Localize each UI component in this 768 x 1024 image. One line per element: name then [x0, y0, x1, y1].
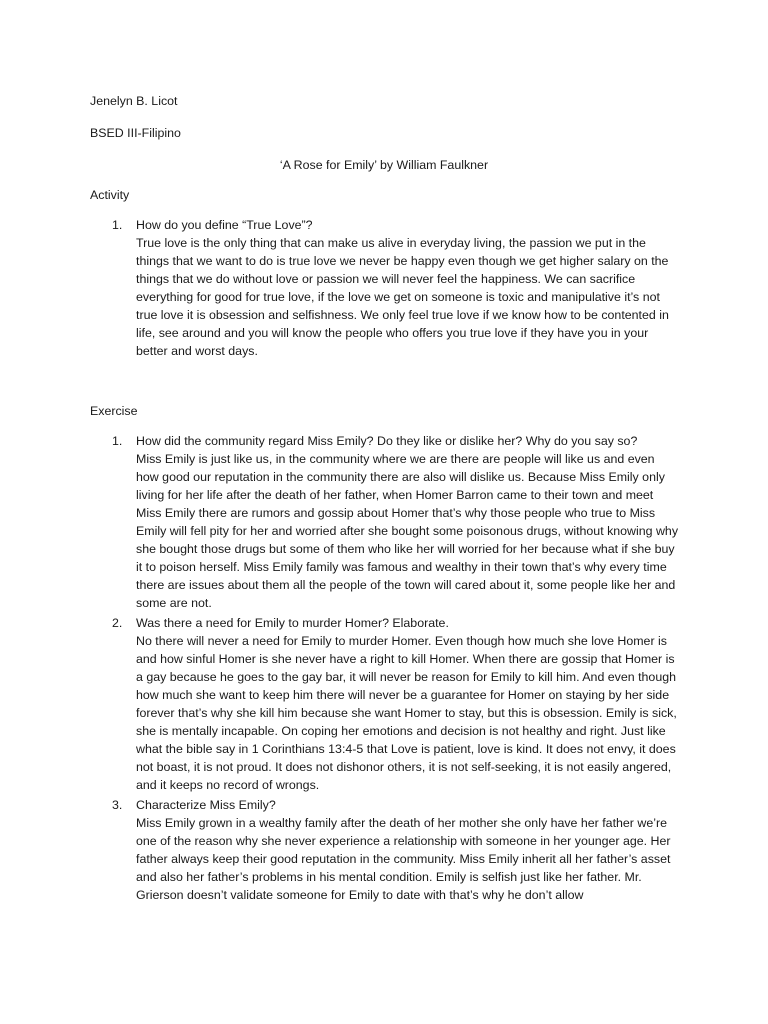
answer-text: Miss Emily is just like us, in the community where we are there are people will like us and even how good our reputation in the community there are also will dislike us. Because Miss Emily only living for her life after the death of her father, when Homer Barron came to their town and meet Miss Emily there are rumors and gossip about Homer that’s why those people who true to Miss Emily will fell pity for her and worried after she bought some poisonous drugs, without knowing why she bought those drugs but some of them who like her will worried for her because what if she buy it to poison herself. Miss Emily family was famous and wealthy in their town that’s why every time there are issues about them all the people of the town will cared about it, some people like her and some are not. — [136, 452, 679, 610]
author-name: Jenelyn B. Licot — [90, 94, 178, 108]
answer-text: Miss Emily grown in a wealthy family after the death of her mother she only have her father we’re one of the reason why she never experience a relationship with someone in her younger age. Her father always keep their good reputation in the community. Miss Emily inherit all her father’s asset and also her father’s problems in his mental condition. Emily is selfish just like her father. Mr. Grierson doesn’t validate someone for Emily to date with that’s why he don’t allow — [136, 816, 671, 902]
item-number: 1. — [112, 434, 123, 448]
question-text: Characterize Miss Emily? — [136, 798, 276, 812]
item-body — [136, 216, 678, 360]
item-number: 2. — [112, 616, 123, 630]
list-item — [90, 216, 678, 360]
question-text: How did the community regard Miss Emily? Do they like or dislike her? Why do you say so? — [136, 434, 638, 448]
item-number: 1. — [112, 218, 123, 232]
list-item — [90, 432, 678, 612]
course-name: BSED III-Filipino — [90, 126, 181, 140]
list-item — [90, 796, 678, 904]
document-title: ‘A Rose for Emily’ by William Faulkner — [279, 158, 489, 172]
list-item — [90, 614, 678, 794]
item-number: 3. — [112, 798, 123, 812]
item-body — [136, 796, 678, 904]
question-text: Was there a need for Emily to murder Homer? Elaborate. — [136, 616, 449, 630]
section-spacer — [90, 362, 678, 402]
answer-text: True love is the only thing that can make us alive in everyday living, the passion we put in the things that we want to do is true love we never be happy even though we get higher salary on the things that we do without love or passion we will never feel the happiness. We can sacrifice everything for good for true love, if the love we get on someone is toxic and manipulative it’s not true love it is obsession and selfishness. We only feel true love if we know how to be contented in life, see around and you will know the people who offers you true love if they have you in your better and worst days. — [136, 236, 669, 358]
item-body — [136, 432, 678, 612]
exercise-list — [90, 432, 678, 904]
activity-list — [90, 216, 678, 360]
item-body — [136, 614, 678, 794]
answer-text: No there will never a need for Emily to murder Homer. Even though how much she love Homer is and how sinful Homer is she never have a right to kill Homer. When there are gossip that Homer is a gay because he goes to the gay bar, it will never be reason for Emily to kill him. And even though how much she want to keep him there will never be a guarantee for Homer on staying by her side forever that’s why she kill him because she want Homer to stay, but this is obsession. Emily is sick, she is mentally incapable. On coping her emotions and decision is not healthy and right. Just like what the bible say in 1 Corinthians 13:4-5 that Love is patient, love is kind. It does not envy, it does not boast, it is not proud. It does not dishonor others, it is not self-seeking, it is not easily angered, and it keeps no record of wrongs. — [136, 634, 677, 792]
exercise-heading: Exercise — [90, 404, 138, 418]
question-text: How do you define “True Love”? — [136, 218, 313, 232]
activity-heading: Activity — [90, 188, 130, 202]
